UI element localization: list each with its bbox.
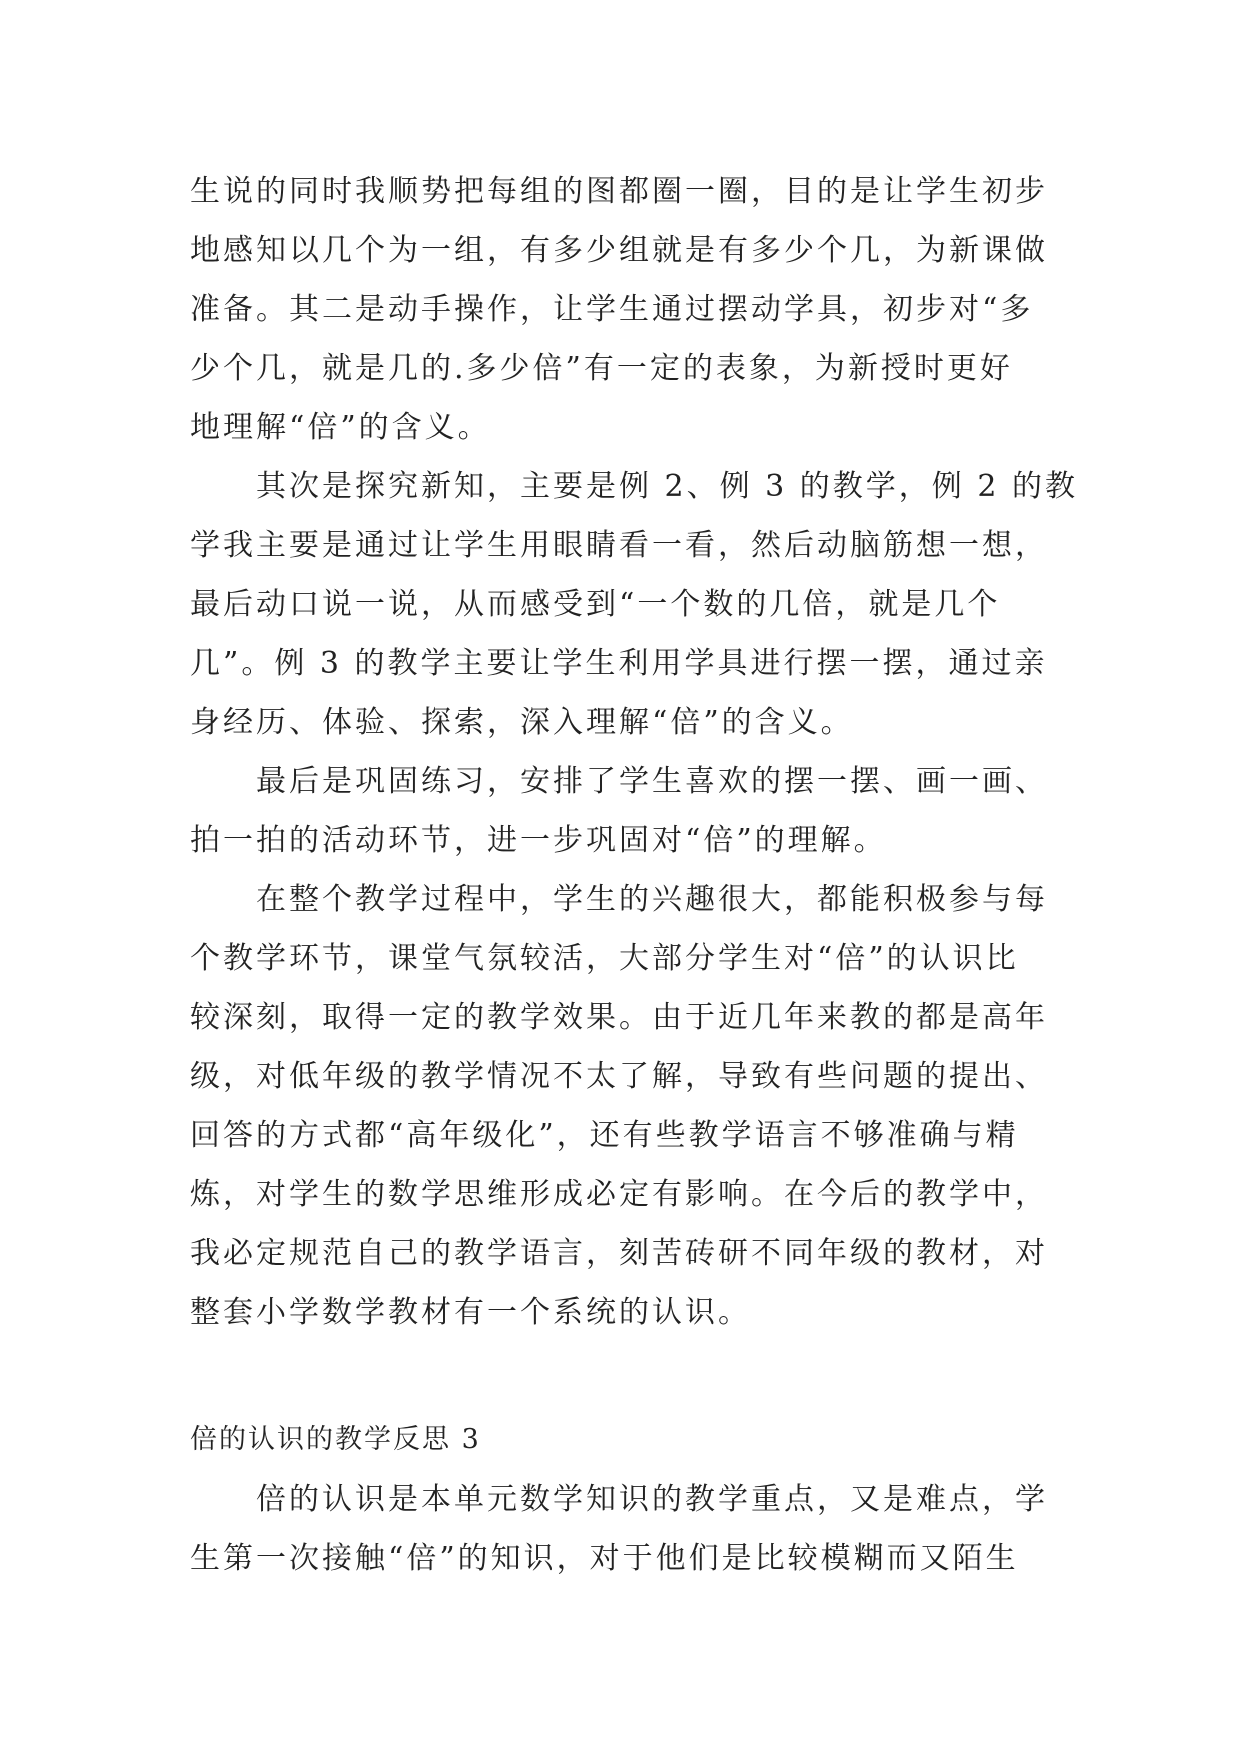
paragraph-first-line: 其次是探究新知，主要是例 2、例 3 的教学，例 2 的教	[256, 469, 1078, 504]
paragraph-first-line: 最后是巩固练习，安排了学生喜欢的摆一摆、画一画、	[256, 764, 1048, 799]
text-line: 个教学环节，课堂气氛较活，大部分学生对“倍”的认识比	[190, 941, 1019, 976]
text-line: 生说的同时我顺势把每组的图都圈一圈，目的是让学生初步	[190, 174, 1048, 209]
paragraph-first-line: 倍的认识是本单元数学知识的教学重点，又是难点，学	[256, 1482, 1048, 1517]
text-line: 地理解“倍”的含义。	[190, 410, 491, 445]
text-line: 少个几，就是几的.多少倍”有一定的表象，为新授时更好	[190, 351, 1013, 386]
text-line: 我必定规范自己的教学语言，刻苦砖研不同年级的教材，对	[190, 1236, 1048, 1271]
paragraph-first-line: 在整个教学过程中，学生的兴趣很大，都能积极参与每	[256, 882, 1048, 917]
text-line: 最后动口说一说，从而感受到“一个数的几倍，就是几个	[190, 587, 1001, 622]
text-line: 整套小学数学教材有一个系统的认识。	[190, 1295, 751, 1330]
text-line: 准备。其二是动手操作，让学生通过摆动学具，初步对“多	[190, 292, 1034, 327]
text-line: 地感知以几个为一组，有多少组就是有多少个几，为新课做	[190, 233, 1048, 268]
text-line: 拍一拍的活动环节，进一步巩固对“倍”的理解。	[190, 823, 887, 858]
section-gap	[190, 1342, 1050, 1410]
text-line: 学我主要是通过让学生用眼睛看一看，然后动脑筋想一想，	[190, 528, 1048, 563]
text-line: 身经历、体验、探索，深入理解“倍”的含义。	[190, 705, 854, 740]
text-line: 较深刻，取得一定的教学效果。由于近几年来教的都是高年	[190, 1000, 1048, 1035]
text-line: 级，对低年级的教学情况不太了解，导致有些问题的提出、	[190, 1059, 1048, 1094]
text-line: 炼，对学生的数学思维形成必定有影响。在今后的教学中，	[190, 1177, 1048, 1212]
text-line: 生第一次接触“倍”的知识，对于他们是比较模糊而又陌生	[190, 1541, 1019, 1576]
section-heading: 倍的认识的教学反思 3	[190, 1424, 481, 1455]
text-line: 几”。例 3 的教学主要让学生利用学具进行摆一摆，通过亲	[190, 646, 1048, 681]
document-body	[190, 162, 1078, 1588]
text-line: 回答的方式都“高年级化”，还有些教学语言不够准确与精	[190, 1118, 1019, 1153]
